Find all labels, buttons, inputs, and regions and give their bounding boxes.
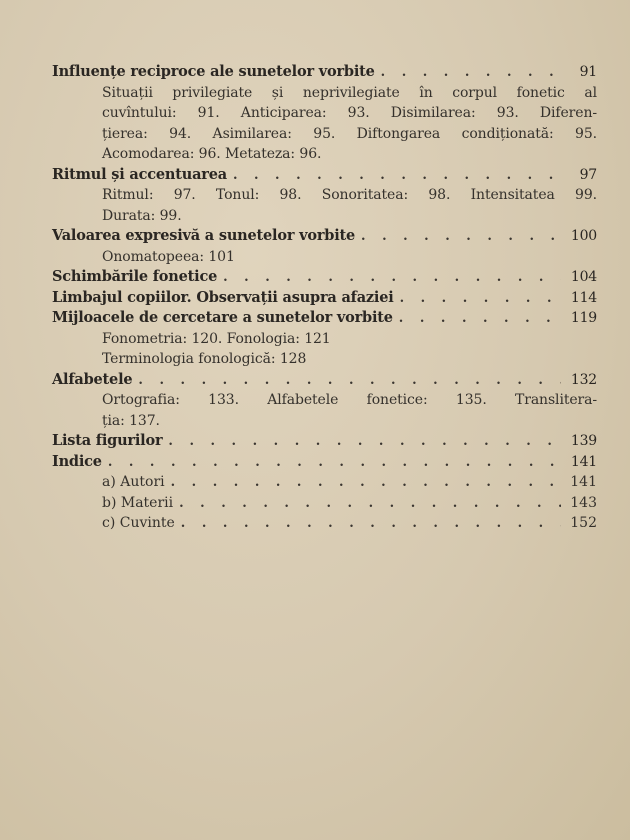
toc-chapter-entry [52,370,597,391]
toc-index-subentry [52,472,597,493]
dot-leader [399,309,561,330]
toc-entry-title: Influențe reciproce ale sunetelor vorbite [52,63,375,80]
toc-section-detail: Onomatopeea: 101 [102,248,235,265]
toc-page-number: 104 [570,269,597,285]
toc-section-detail: Ritmul: 97. Tonul: 98. Sonoritatea: 98. Intensitatea 99. [102,187,597,203]
toc-page-number: 91 [579,64,597,80]
toc-entry-title: Ritmul și accentuarea [52,165,227,183]
toc-page-number: 139 [570,433,597,449]
toc-index-subentry [52,513,597,534]
toc-chapter-entry [52,452,597,473]
dot-leader [381,63,561,84]
toc-page-number: 132 [570,371,597,388]
toc-page-number: 141 [570,474,597,490]
dot-leader [181,514,561,535]
toc-section-detail: cuvîntului: 91. Anticiparea: 93. Disimilarea: 93. Diferen- [102,105,597,121]
toc-section-detail: Durata: 99. [102,207,182,224]
toc-entry-title: Lista figurilor [52,432,163,449]
toc-chapter-entry [52,431,597,452]
toc-entry-title: Schimbările fonetice [52,268,218,285]
toc-page-number: 114 [570,289,597,306]
toc-chapter-entry [52,308,597,329]
dot-leader [171,473,561,494]
dot-leader [138,371,561,392]
dot-leader [400,289,561,310]
toc-chapter-entry [52,62,597,83]
toc-page-number: 97 [579,166,597,183]
toc-index-subentry [52,493,597,514]
toc-section-detail: Situații privilegiate și neprivilegiate în corpul fonetic al [102,84,597,101]
dot-leader [361,227,561,248]
dot-leader [233,166,561,187]
dot-leader [179,494,561,515]
toc-entry-title: c) Cuvinte [102,515,175,531]
toc-entry-title: Mijloacele de cercetare a sunetelor vorbite [52,309,393,326]
toc-page-number: 143 [570,494,597,511]
toc-section-detail: ția: 137. [102,412,160,429]
toc-section-detail: Terminologia fonologică: 128 [102,351,307,367]
toc-page-number: 152 [570,515,597,531]
dot-leader [108,453,561,474]
toc-section-detail: Ortografia: 133. Alfabetele fonetice: 135. Translitera- [102,392,597,408]
toc-entry-title: a) Autori [102,474,165,490]
toc-section-detail: Acomodarea: 96. Metateza: 96. [102,146,322,162]
toc-chapter-entry [52,267,597,288]
table-of-contents [52,62,597,534]
toc-entry-title: Alfabetele [52,370,133,388]
toc-chapter-entry [52,226,597,247]
toc-section-detail: Fonometria: 120. Fonologia: 121 [102,330,331,347]
toc-entry-title: b) Materii [102,494,174,511]
dot-leader [168,432,561,453]
toc-entry-title: Limbajul copiilor. Observații asupra afaziei [52,288,394,306]
toc-entry-title: Indice [52,452,102,470]
dot-leader [223,268,561,289]
toc-chapter-entry [52,288,597,309]
toc-page-number: 100 [570,228,597,244]
toc-chapter-entry [52,165,597,186]
toc-section-detail: țierea: 94. Asimilarea: 95. Diftongarea condiționată: 95. [102,125,597,142]
toc-entry-title: Valoarea expresivă a sunetelor vorbite [52,227,356,244]
toc-page-number: 119 [570,310,597,326]
toc-page-number: 141 [570,453,597,470]
